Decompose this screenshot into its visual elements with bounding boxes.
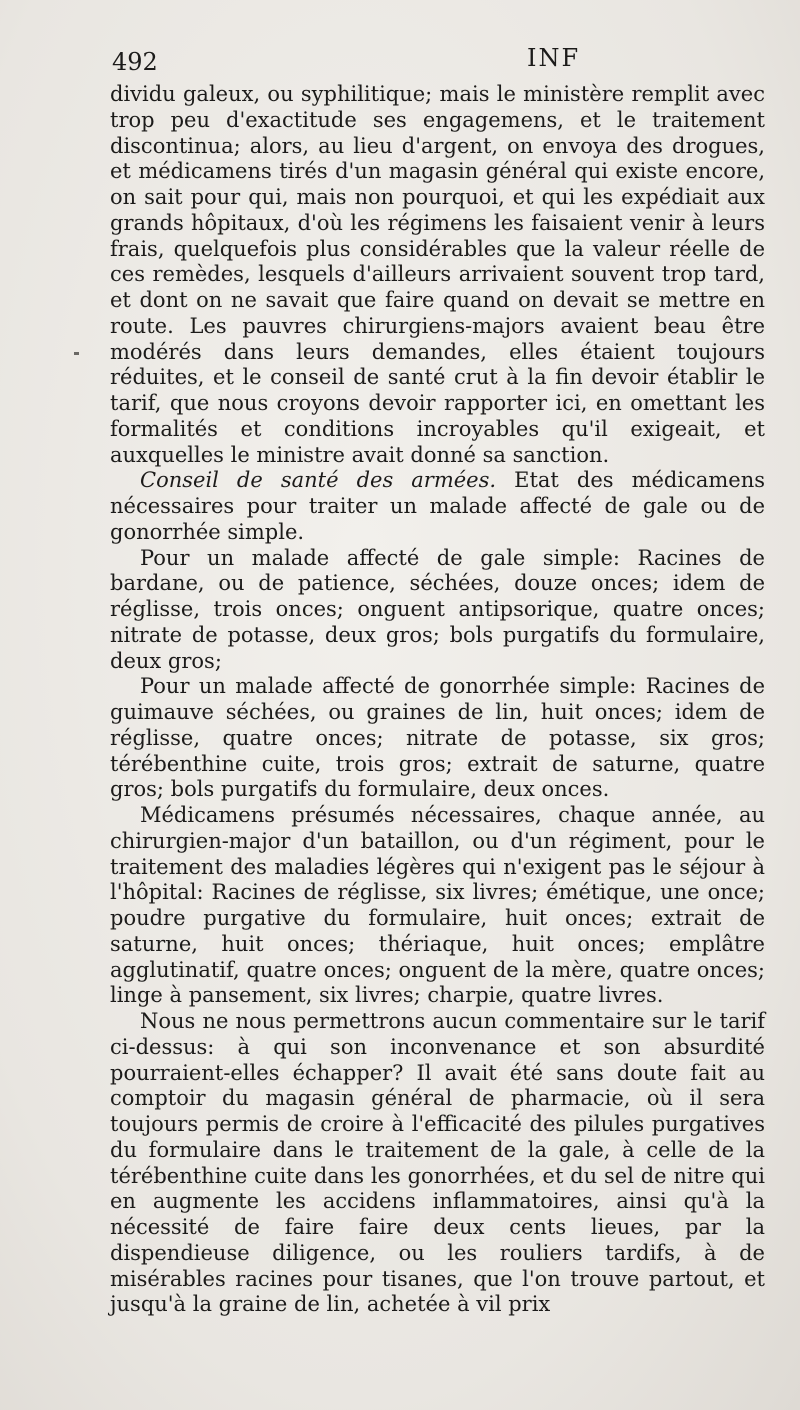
paragraph: Médicamens présumés nécessaires, chaque année, au chirurgien-major d'un bataillon, ou d'un régiment, pour le traitement des maladies légères qui n'exigent pas le séjour à l'hôpital: Racines de réglisse, six livres; émétique, une once; poudre purgative du formulaire, huit onces; extrait de saturne, huit onces; thériaque, huit onces; emplâtre agglutinatif, quatre onces; onguent de la mère, quatre onces; linge à pansement, six livres; charpie, quatre livres.	[110, 803, 765, 1008]
page-header	[112, 42, 752, 82]
paragraph: dividu galeux, ou syphilitique; mais le ministère remplit avec trop peu d'exactitude ses engagemens, et le traitement discontinua; alors, au lieu d'argent, on envoya des drogues, et médicamens tirés d'un magasin général qui existe encore, on sait pour qui, mais non pourquoi, et qui les expédiait aux grands hôpitaux, d'où les régimens les faisaient venir à leurs frais, quelquefois plus considérables que la valeur réelle de ces remèdes, lesquels d'ailleurs arrivaient souvent trop tard, et dont on ne savait que faire quand on devait se mettre en route. Les pauvres chirurgiens-majors avaient beau être modérés dans leurs demandes, elles étaient toujours réduites, et le conseil de santé crut à la fin devoir établir le tarif, que nous croyons devoir rapporter ici, en omettant les formalités et conditions incroyables qu'il exigeait, et auxquelles le ministre avait donné sa sanction.	[110, 82, 765, 467]
margin-mark	[74, 352, 79, 355]
paragraph-text: Etat des médicamens nécessaires pour traiter un malade affecté de gale ou de gonorrhée simple.	[110, 468, 766, 544]
section-heading: Conseil de santé des armées.	[140, 468, 497, 493]
paragraph	[110, 468, 765, 545]
paragraph: Pour un malade affecté de gonorrhée simple: Racines de guimauve séchées, ou graines de lin, huit onces; idem de réglisse, quatre onces; nitrate de potasse, six gros; térébenthine cuite, trois gros; extrait de saturne, quatre gros; bols purgatifs du formulaire, deux onces.	[110, 674, 765, 802]
page-number: 492	[112, 48, 158, 76]
body-text	[110, 82, 765, 1318]
paragraph: Pour un malade affecté de gale simple: Racines de bardane, ou de patience, séchées, douze onces; idem de réglisse, trois onces; onguent antipsorique, quatre onces; nitrate de potasse, deux gros; bols purgatifs du formulaire, deux gros;	[110, 545, 765, 673]
paragraph: Nous ne nous permettrons aucun commentaire sur le tarif ci-dessus: à qui son inconvenance et son absurdité pourraient-elles échapper? Il avait été sans doute fait au comptoir du magasin général de pharmacie, où il sera toujours permis de croire à l'efficacité des pilules purgatives du formulaire dans le traitement de la gale, à celle de la térébenthine cuite dans les gonorrhées, et du sel de nitre qui en augmente les accidens inflammatoires, ainsi qu'à la nécessité de faire faire deux cents lieues, par la dispendieuse diligence, ou les rouliers tardifs, à de misérables racines pour tisanes, que l'on trouve partout, et jusqu'à la graine de lin, achetée à vil prix	[110, 1009, 765, 1317]
running-head: INF	[527, 44, 581, 72]
